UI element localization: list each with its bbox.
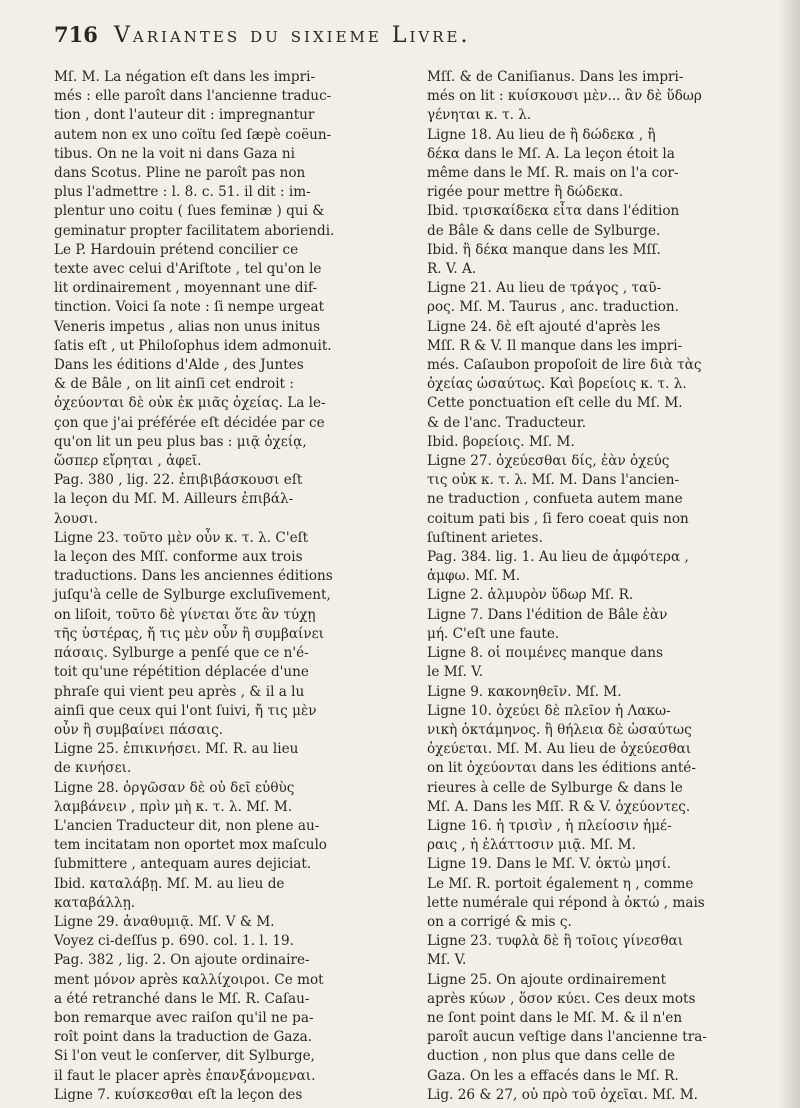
text-line: ὀχεύεται. Mſ. M. Au lieu de ὀχεύεσθαι (427, 741, 692, 758)
text-line: Mſ. M. La négation eſt dans les impri- (54, 69, 316, 85)
text-line: Pag. 380 , lig. 22. ἐπιβιβάσκουσι eſt (54, 472, 303, 489)
text-line: tibus. On ne la voit ni dans Gaza ni (54, 145, 295, 162)
text-line: Ligne 19. Dans le Mſ. V. ὀκτὼ μησί. (427, 856, 672, 873)
text-line: Cette ponctuation eſt celle du Mſ. M. (427, 395, 683, 412)
text-line: Ligne 7. κυίσκεσθαι eſt la leçon des (54, 1086, 303, 1103)
text-line: Pag. 384. lig. 1. Au lieu de ἀμφότερα , (427, 549, 689, 566)
text-line: més on lit : κυίσκουσι μὲν... ἂν δὲ ὕδωρ (427, 88, 702, 105)
text-line: & de Bâle , on lit ainſi cet endroit : (54, 376, 294, 393)
text-line: plentur uno coitu ( ſues feminæ ) qui & (54, 203, 325, 220)
text-line: Dans les éditions d'Alde , des Juntes (54, 357, 304, 374)
text-line: més : elle paroît dans l'ancienne traduc- (54, 88, 332, 105)
text-line: Ligne 10. ὀχεύει δὲ πλεῖον ἡ Λακω- (427, 702, 671, 719)
text-line: il faut le placer après ἐπανξάνομεναι. (54, 1067, 316, 1084)
page-edge-shadow (778, 0, 800, 1108)
text-line: ὀχείας ὡσαύτως. Καὶ βορείοις κ. τ. λ. (427, 376, 687, 393)
text-line: lette numérale qui répond à ὀκτώ , mais (427, 894, 705, 911)
text-line: ἀμφω. Mſ. M. (427, 568, 521, 585)
text-line: ραις , ἡ ἐλάττοσιν μιᾷ. Mſ. M. (427, 837, 636, 854)
text-line: Ibid. βορείοις. Mſ. M. (427, 433, 575, 450)
text-line: Gaza. On les a effacés dans le Mſ. R. (427, 1067, 679, 1084)
text-line: L'ancien Traducteur dit, non plene au- (54, 817, 320, 834)
text-line: bon remarque avec raiſon qu'il ne pa- (54, 1009, 314, 1026)
page-header (54, 22, 760, 64)
text-line: toit qu'une répétition déplacée d'une (54, 664, 309, 681)
text-line: ainſi que ceux qui l'ont ſuivi, ἤ τις μὲν (54, 702, 317, 719)
text-line: phraſe qui vient peu après , & il a lu (54, 683, 305, 700)
text-line: ὀχεύονται δὲ οὐκ ἐκ μιᾶς ὀχείας. La le- (54, 395, 326, 412)
text-columns (54, 68, 760, 1105)
text-line: Mſſ. & de Caniſianus. Dans les impri- (427, 69, 684, 85)
text-line: on lit ὀχεύονται dans les éditions anté- (427, 760, 696, 777)
text-line: coitum pati bis , ſi fero coeat quis non (427, 510, 689, 527)
text-line: Ligne 27. ὀχεύεσθαι δίς, ἐὰν ὀχεύς (427, 453, 670, 470)
text-line: Pag. 382 , lig. 2. On ajoute ordinaire- (54, 952, 310, 969)
text-line: γένηται κ. τ. λ. (427, 107, 532, 124)
text-line: paroît aucun veſtige dans l'ancienne tra- (427, 1029, 707, 1046)
text-line: ne ſont point dans le Mſ. M. & il n'en (427, 1009, 683, 1026)
running-head: Variantes du sixieme Livre. (114, 23, 471, 48)
text-line: de κινήσει. (54, 760, 132, 777)
text-line: Ibid. καταλάβῃ. Mſ. M. au lieu de (54, 875, 285, 892)
text-line: μή. C'eſt une faute. (427, 625, 560, 642)
text-line: Ligne 28. ὀργῶσαν δὲ οὐ δεῖ εὐθὺς (54, 779, 295, 796)
text-line: juſqu'à celle de Sylburge excluſivement, (54, 587, 331, 604)
text-line: tion , dont l'auteur dit : impregnantur (54, 107, 315, 124)
right-column (427, 68, 760, 1105)
text-line: rieures à celle de Sylburge & dans le (427, 779, 683, 796)
text-line: la leçon du Mſ. M. Ailleurs ἐπιβάλ- (54, 491, 294, 508)
text-line: Le P. Hardouin prétend concilier ce (54, 241, 299, 258)
text-line: le Mſ. V. (427, 664, 484, 681)
text-line: Ligne 23. τοῦτο μὲν οὖν κ. τ. λ. C'eſt (54, 529, 309, 546)
text-line: οὖν ἢ συμβαίνει πάσαις. (54, 721, 224, 738)
text-line: Veneris impetus , alias non unus initus (54, 318, 321, 335)
text-line: geminatur propter facilitatem aboriendi. (54, 222, 335, 239)
text-line: Le Mſ. R. portoit également η , comme (427, 875, 694, 892)
text-line: tinction. Voici ſa note : ſi nempe urgeat (54, 299, 325, 316)
text-line: Ligne 7. Dans l'édition de Bâle ἐὰν (427, 606, 668, 623)
text-line: on liſoit, τοῦτο δὲ γίνεται ὅτε ἂν τύχῃ (54, 606, 316, 623)
text-line: Ligne 2. ἁλμυρὸν ὕδωρ Mſ. R. (427, 587, 634, 604)
text-line: Si l'on veut le conſerver, dit Sylburge, (54, 1048, 315, 1065)
text-line: Ligne 18. Au lieu de ἢ δώδεκα , ἢ (427, 126, 656, 143)
text-line: ment μόνον après καλλίχοιροι. Ce mot (54, 971, 324, 988)
text-line: rigée pour mettre ἢ δώδεκα. (427, 184, 624, 201)
text-line: lit ordinairement , moyennant une dif- (54, 280, 318, 297)
text-line: on a corrigé & mis ς. (427, 913, 572, 930)
text-line: R. V. A. (427, 261, 477, 278)
text-line: ſubmittere , antequam aures dejiciat. (54, 856, 312, 873)
text-line: Ligne 21. Au lieu de τράγος , ταῦ- (427, 280, 662, 297)
text-line: ὥσπερ εἴρηται , ἀφεῖ. (54, 453, 202, 470)
text-line: de Bâle & dans celle de Sylburge. (427, 222, 661, 239)
text-line: traductions. Dans les anciennes éditions (54, 568, 333, 585)
text-line: Mſſ. R & V. Il manque dans les impri- (427, 337, 683, 354)
text-line: Lig. 26 & 27, οὐ πρὸ τοῦ ὀχεῖαι. Mſ. M. (427, 1086, 698, 1103)
text-line: Mſ. A. Dans les Mſſ. R & V. ὀχεύοντες. (427, 798, 691, 815)
text-line: Ibid. τρισκαίδεκα εἶτα dans l'édition (427, 203, 680, 220)
left-column (54, 68, 387, 1105)
text-line: plus l'admettre : l. 8. c. 51. il dit : im- (54, 184, 311, 201)
text-line: νικὴ ὀκτάμηνος. ἢ θήλεια δὲ ὡσαύτως (427, 721, 692, 738)
text-line: même dans le Mſ. R. mais on l'a cor- (427, 165, 679, 182)
text-line: dans Scotus. Pline ne paroît pas non (54, 165, 306, 182)
text-line: καταβάλλῃ. (54, 894, 136, 911)
text-line: duction , non plus que dans celle de (427, 1048, 676, 1065)
text-line: Ligne 8. οἱ ποιμένες manque dans (427, 645, 663, 662)
text-line: qu'on lit un peu plus bas : μιᾷ ὀχείᾳ, (54, 433, 307, 450)
text-line: a été retranché dans le Mſ. R. Caſau- (54, 990, 310, 1007)
text-line: ſatis eſt , ut Philoſophus idem admonuit. (54, 337, 332, 354)
text-line: Ligne 23. τυφλὰ δὲ ἢ τοῖοις γίνεσθαι (427, 933, 684, 950)
text-line: Mſ. V. (427, 952, 467, 969)
text-line: autem non ex uno coïtu ſed ſæpè coëun- (54, 126, 332, 143)
text-line: Ligne 29. ἀναθυμιᾷ. Mſ. V & M. (54, 913, 275, 930)
page-number: 716 (54, 22, 98, 47)
text-line: Ibid. ἢ δέκα manque dans les Mſſ. (427, 241, 661, 258)
text-line: texte avec celui d'Ariſtote , tel qu'on le (54, 261, 322, 278)
text-line: après κύων , ὅσον κύει. Ces deux mots (427, 990, 696, 1007)
text-line: Ligne 9. κακονηθεῖν. Mſ. M. (427, 683, 622, 700)
text-line: roît point dans la traduction de Gaza. (54, 1029, 313, 1046)
text-line: Voyez ci-deſſus p. 690. col. 1. l. 19. (54, 933, 294, 950)
text-line: Ligne 24. δὲ eſt ajouté d'après les (427, 318, 661, 335)
text-line: més. Caſaubon propoſoit de lire διὰ τὰς (427, 357, 702, 374)
text-line: πάσαις. Sylburge a penſé que ce n'é- (54, 645, 309, 662)
text-line: Ligne 25. On ajoute ordinairement (427, 971, 667, 988)
text-line: λουσι. (54, 510, 98, 527)
text-line: ſuſtinent arietes. (427, 529, 543, 546)
text-line: Ligne 16. ἡ τρισὶν , ἡ πλείοσιν ἡμέ- (427, 817, 672, 834)
text-line: la leçon des Mſſ. conforme aux trois (54, 549, 303, 566)
text-line: çon que j'ai préférée eſt décidée par ce (54, 414, 325, 431)
text-line: τις οὐκ κ. τ. λ. Mſ. M. Dans l'ancien- (427, 472, 680, 489)
text-line: ne traduction , confueta autem mane (427, 491, 683, 508)
text-line: ρος. Mſ. M. Taurus , anc. traduction. (427, 299, 679, 316)
text-line: δέκα dans le Mſ. A. La leçon étoit la (427, 145, 675, 162)
text-line: Ligne 25. ἐπικινήσει. Mſ. R. au lieu (54, 741, 299, 758)
text-line: λαμβάνειν , πρὶν μὴ κ. τ. λ. Mſ. M. (54, 798, 293, 815)
text-line: & de l'anc. Traducteur. (427, 414, 587, 431)
text-line: τῆς ὑστέρας, ἤ τις μὲν οὖν ἢ συμβαίνει (54, 625, 324, 642)
text-line: tem incitatam non oportet mox maſculo (54, 837, 327, 854)
